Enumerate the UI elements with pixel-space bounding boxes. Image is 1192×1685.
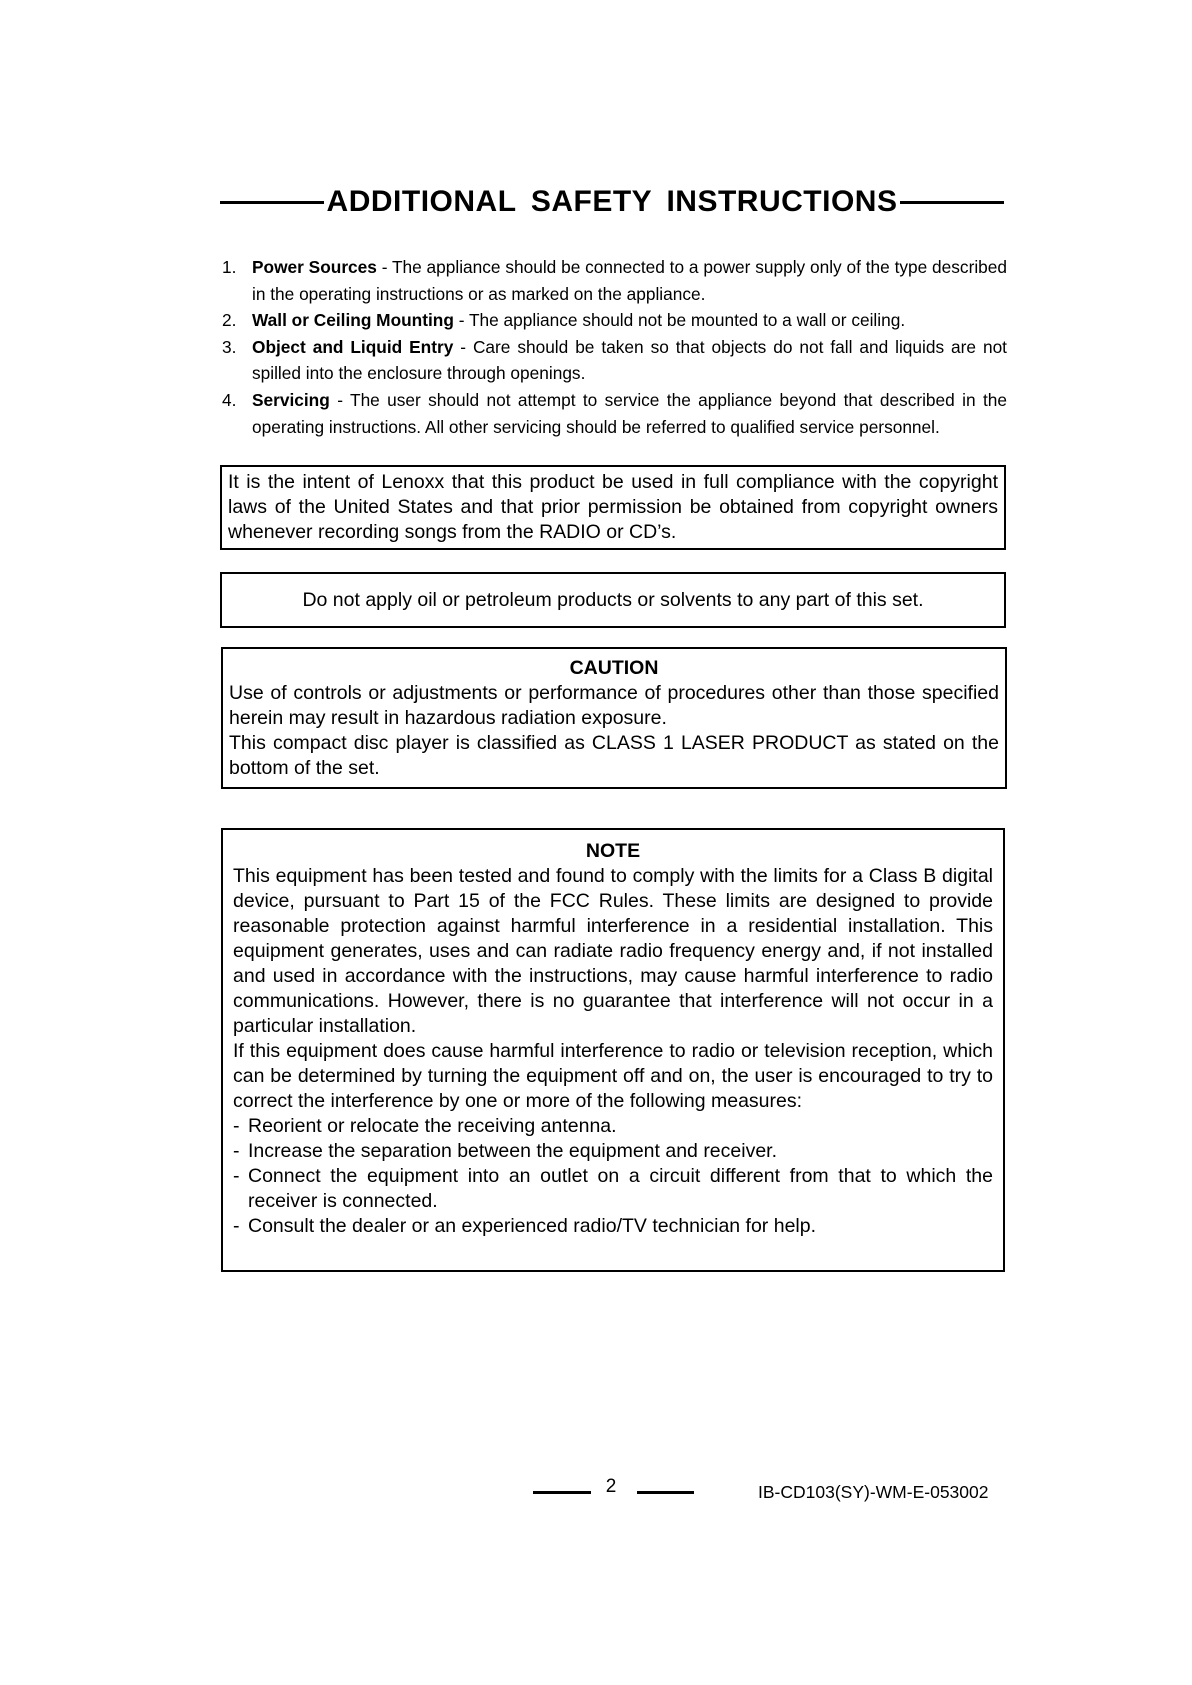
measure-text: Increase the separation between the equipment and receiver. xyxy=(248,1140,778,1162)
copyright-notice: It is the intent of Lenoxx that this product be used in full compliance with the copyright laws of the United States and that prior permission be obtained from copyright owners whenever recording songs from the RADIO or CD’s. xyxy=(228,471,998,543)
item-number: 1. xyxy=(222,257,237,277)
footer-rule-left xyxy=(533,1491,591,1494)
item-body xyxy=(252,254,1007,307)
page-number: 2 xyxy=(605,1476,617,1497)
title-rule-left xyxy=(220,201,324,204)
page-title: ADDITIONAL SAFETY INSTRUCTIONS xyxy=(326,185,898,218)
safety-instructions-list xyxy=(222,254,1007,440)
solvent-warning-box xyxy=(220,572,1006,628)
caution-paragraph: This compact disc player is classified as CLASS 1 LASER PRODUCT as stated on the bottom of the set. xyxy=(229,732,999,779)
list-item: - Reorient or relocate the receiving antenna. xyxy=(233,1114,993,1139)
item-text: - The user should not attempt to service the appliance beyond that described in the operating instructions. All other servicing should be referred to qualified service personnel. xyxy=(252,389,1007,437)
footer-rule-right xyxy=(637,1491,694,1494)
list-item xyxy=(222,387,1007,440)
measure-text: Consult the dealer or an experienced radio/TV technician for help. xyxy=(248,1215,817,1237)
solvent-warning: Do not apply oil or petroleum products or solvents to any part of this set. xyxy=(302,588,924,611)
list-item: - Connect the equipment into an outlet on a circuit different from that to which the receiver is connected. xyxy=(233,1165,993,1212)
item-text: - Care should be taken so that objects do not fall and liquids are not spilled into the enclosure through openings. xyxy=(252,336,1007,384)
note-box xyxy=(221,828,1005,1272)
doc-code: IB-CD103(SY)-WM-E-053002 xyxy=(758,1482,989,1502)
title-row xyxy=(220,182,1004,222)
item-body xyxy=(252,307,1007,334)
list-item: - Increase the separation between the equipment and receiver. xyxy=(233,1139,993,1164)
item-term: Object and Liquid Entry xyxy=(252,336,454,357)
item-number: 4. xyxy=(222,389,237,410)
item-term: Servicing xyxy=(252,389,330,410)
item-text: - The appliance should not be mounted to a wall or ceiling. xyxy=(453,310,906,331)
item-number: 3. xyxy=(222,336,237,357)
list-item: - Consult the dealer or an experienced radio/TV technician for help. xyxy=(233,1214,993,1239)
measure-text: Connect the equipment into an outlet on a circuit different from that to which the receiver is connected. xyxy=(248,1165,993,1212)
caution-heading: CAUTION xyxy=(569,657,659,679)
note-paragraph: If this equipment does cause harmful interference to radio or television reception, which can be determined by turning the equipment off and on, the user is encouraged to try to correct the interference by one or more of the following measures: xyxy=(233,1040,993,1112)
item-term: Wall or Ceiling Mounting xyxy=(252,310,454,331)
list-item xyxy=(222,254,1007,307)
copyright-notice-box xyxy=(220,465,1006,550)
caution-box xyxy=(221,647,1007,789)
item-text: - The appliance should be connected to a power supply only of the type described in the operating instructions or as marked on the appliance. xyxy=(252,257,1007,304)
caution-paragraph: Use of controls or adjustments or performance of procedures other than those specified herein may result in hazardous radiation exposure. xyxy=(229,682,999,729)
note-heading: NOTE xyxy=(585,840,641,862)
list-item xyxy=(222,334,1007,387)
note-paragraph: This equipment has been tested and found to comply with the limits for a Class B digital device, pursuant to Part 15 of the FCC Rules. These limits are designed to provide reasonable protection against harmful interference in a residential installation. This equipment generates, uses and can radiate radio frequency energy and, if not installed and used in accordance with the instructions, may cause harmful interference to radio communications. However, there is no guarantee that interference will not occur in a particular installation. xyxy=(233,865,993,1037)
list-item xyxy=(222,307,1007,334)
item-body xyxy=(252,334,1007,387)
item-body xyxy=(252,387,1007,440)
measure-text: Reorient or relocate the receiving antenna. xyxy=(248,1115,617,1137)
title-rule-right xyxy=(900,201,1004,204)
item-number: 2. xyxy=(222,310,237,331)
item-term: Power Sources xyxy=(252,257,377,277)
